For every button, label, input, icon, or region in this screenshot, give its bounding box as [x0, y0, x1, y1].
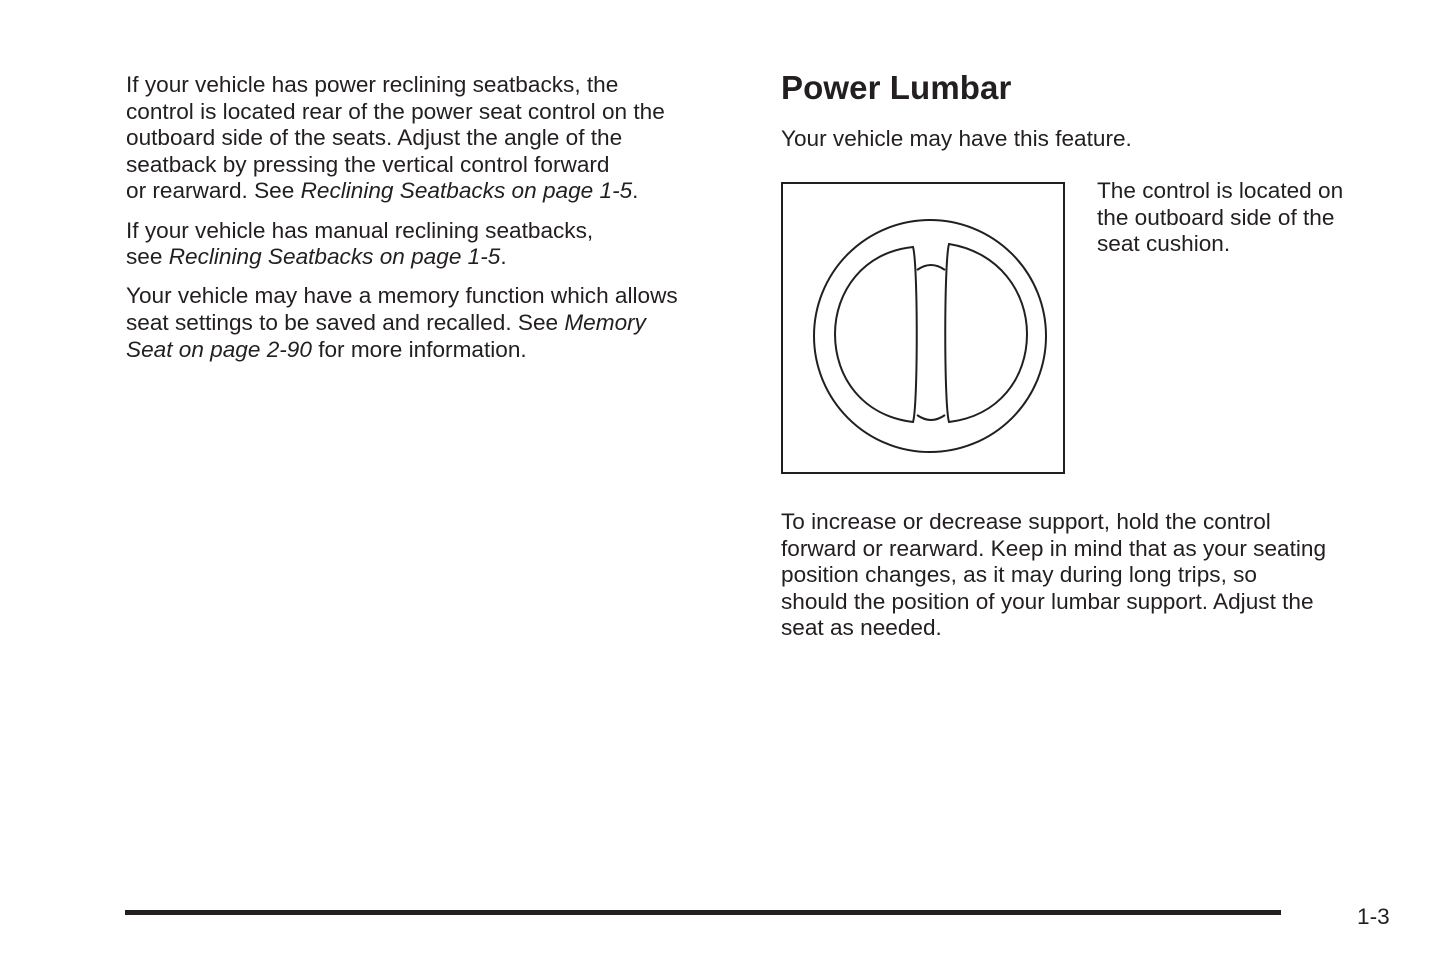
text-line: seatback by pressing the vertical control forward — [126, 151, 610, 177]
text-fragment: . — [632, 178, 639, 204]
support-adjustment-paragraph — [781, 509, 1401, 642]
left-column — [126, 72, 741, 363]
text-line: To increase or decrease support, hold the control — [781, 509, 1271, 534]
figure-caption — [1097, 178, 1397, 258]
text-line — [126, 337, 741, 364]
text-line: Your vehicle may have a memory function which allows — [126, 283, 678, 309]
text-line: forward or rearward. Keep in mind that as your seating — [781, 535, 1327, 561]
footer-rule — [125, 910, 1281, 915]
text-fragment: or rearward. See — [126, 178, 301, 204]
text-line — [126, 178, 741, 205]
text-line — [126, 310, 741, 337]
right-column — [781, 68, 1401, 641]
text-line: seat cushion. — [1097, 231, 1231, 257]
text-line — [126, 244, 741, 271]
text-fragment: see — [126, 244, 169, 270]
cross-reference-link[interactable]: Memory — [564, 309, 646, 335]
text-line: If your vehicle has power reclining seatbacks, the — [126, 72, 619, 97]
power-recline-paragraph — [126, 72, 741, 205]
memory-function-paragraph — [126, 283, 741, 363]
cross-reference-link[interactable]: Reclining Seatbacks on page 1-5 — [300, 178, 633, 204]
text-line: The control is located on — [1097, 178, 1344, 203]
text-line: seat as needed. — [781, 615, 942, 641]
manual-recline-paragraph — [126, 218, 741, 271]
text-line: outboard side of the seats. Adjust the angle of the — [126, 125, 623, 151]
cross-reference-link[interactable]: Reclining Seatbacks on page 1-5 — [168, 244, 501, 270]
text-fragment: seat settings to be saved and recalled. See — [126, 309, 565, 335]
lumbar-control-icon — [783, 184, 1063, 472]
text-line: control is located rear of the power seat control on the — [126, 98, 665, 124]
text-fragment: . — [500, 244, 507, 270]
section-heading: Power Lumbar — [781, 69, 1012, 106]
text-line: the outboard side of the — [1097, 204, 1335, 230]
text-line: position changes, as it may during long trips, so — [781, 562, 1257, 588]
text-line: If your vehicle has manual reclining seatbacks, — [126, 217, 594, 243]
cross-reference-link[interactable]: Seat on page 2-90 — [126, 336, 312, 362]
lumbar-control-figure — [781, 182, 1065, 474]
text-fragment: for more information. — [311, 336, 527, 362]
text-line: should the position of your lumbar support. Adjust the — [781, 588, 1314, 614]
intro-text: Your vehicle may have this feature. — [781, 126, 1132, 151]
page-number: 1-3 — [1357, 904, 1390, 929]
